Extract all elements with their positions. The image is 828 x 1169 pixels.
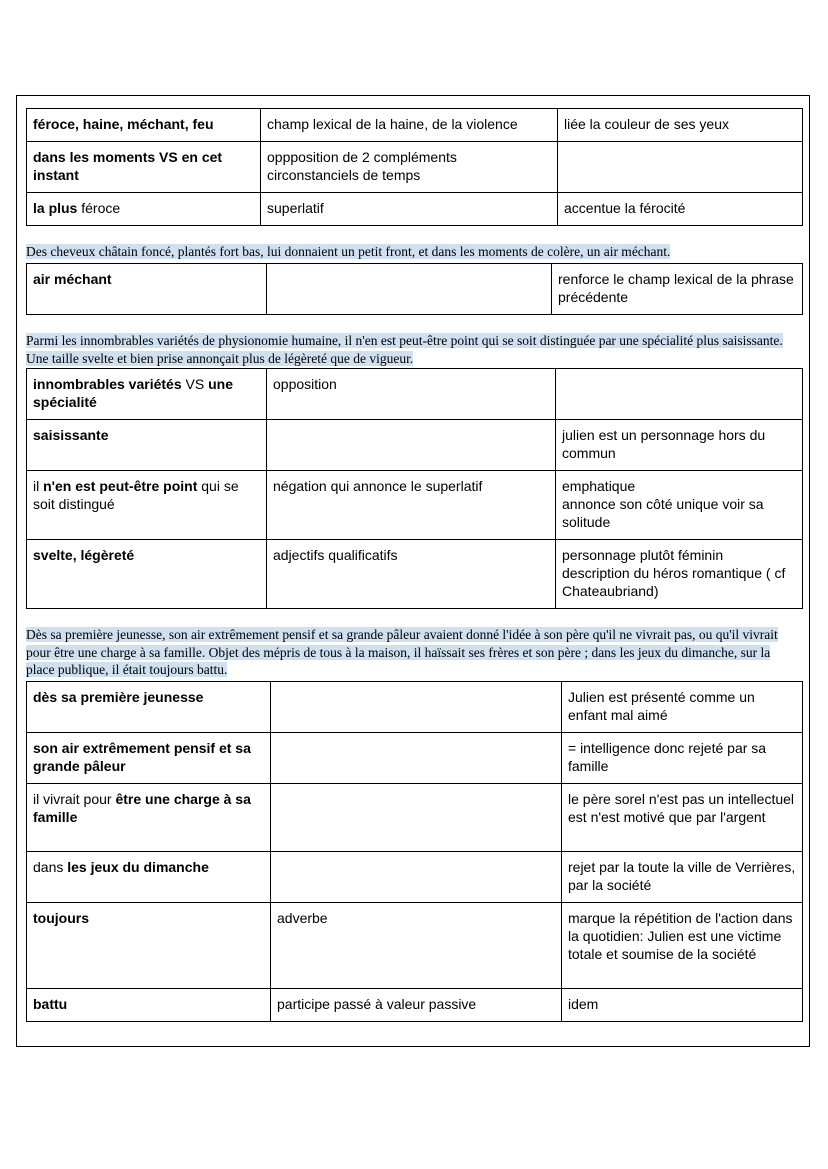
term-cell xyxy=(27,682,271,733)
bold-text-run: battu xyxy=(33,996,68,1012)
table-row xyxy=(27,471,803,540)
term-cell xyxy=(27,142,261,193)
bold-text-run: n'en est peut-être point xyxy=(43,478,198,494)
analysis-table-1 xyxy=(26,108,803,226)
procedure-cell: superlatif xyxy=(261,193,558,226)
bold-text-run: la plus xyxy=(33,200,82,216)
interpretation-cell: julien est un personnage hors du commun xyxy=(556,420,803,471)
procedure-cell xyxy=(271,784,562,852)
table-row xyxy=(27,903,803,989)
text-run: qui se soit distingué xyxy=(33,478,239,512)
bold-text-run: les jeux du dimanche xyxy=(67,859,209,875)
highlighted-text: Parmi les innombrables variétés de physionomie humaine, il n'en est peut-être point qui se soit distinguée par une spécialité plus saisissante. Une taille svelte et bien prise annonçait plus de légèreté que de vigueur. xyxy=(26,333,783,366)
table-row xyxy=(27,852,803,903)
procedure-cell: champ lexical de la haine, de la violence xyxy=(261,109,558,142)
bold-text-run: son air extrêmement pensif et sa grande pâleur xyxy=(33,740,251,774)
interpretation-cell: rejet par la toute la ville de Verrières, par la société xyxy=(562,852,803,903)
quote-paragraph-2 xyxy=(26,332,802,367)
text-run: il vivrait pour xyxy=(33,791,116,807)
table-row xyxy=(27,989,803,1022)
bold-text-run: une spécialité xyxy=(33,376,233,410)
procedure-cell: adjectifs qualificatifs xyxy=(267,540,556,609)
table-row xyxy=(27,193,803,226)
procedure-cell xyxy=(271,852,562,903)
procedure-cell: négation qui annonce le superlatif xyxy=(267,471,556,540)
term-cell xyxy=(27,471,267,540)
interpretation-cell: le père sorel n'est pas un intellectuel est n'est motivé que par l'argent xyxy=(562,784,803,852)
term-cell xyxy=(27,903,271,989)
bold-text-run: dès sa première jeunesse xyxy=(33,689,204,705)
table-row xyxy=(27,682,803,733)
text-run: il xyxy=(33,478,44,494)
term-cell xyxy=(27,420,267,471)
interpretation-cell: personnage plutôt féminin description du héros romantique ( cf Chateaubriand) xyxy=(556,540,803,609)
procedure-cell xyxy=(271,682,562,733)
highlighted-text: Dès sa première jeunesse, son air extrêmement pensif et sa grande pâleur avaient donné l'idée à son père qu'il ne vivrait pas, ou qu'il vivrait pour être une charge à sa famille. Objet des mépris de tous à la maison, il haïssait ses frères et son père ; dans les jeux du dimanche, sur la place publique, il était toujours battu. xyxy=(26,627,778,677)
bold-text-run: saisissante xyxy=(33,427,109,443)
quote-paragraph-1 xyxy=(26,243,802,261)
interpretation-cell: idem xyxy=(562,989,803,1022)
highlighted-text: Des cheveux châtain foncé, plantés fort bas, lui donnaient un petit front, et dans les moments de colère, un air méchant. xyxy=(26,244,671,259)
bold-text-run: être une charge à sa famille xyxy=(33,791,251,825)
procedure-cell xyxy=(267,264,552,315)
bold-text-run: toujours xyxy=(33,910,89,926)
table-row xyxy=(27,264,803,315)
interpretation-cell: renforce le champ lexical de la phrase précédente xyxy=(552,264,803,315)
quote-paragraph-3 xyxy=(26,626,802,679)
table-row xyxy=(27,142,803,193)
term-cell xyxy=(27,193,261,226)
bold-text-run: innombrables variétés xyxy=(33,376,186,392)
procedure-cell xyxy=(267,420,556,471)
procedure-cell: opposition xyxy=(267,369,556,420)
text-run: dans xyxy=(33,859,68,875)
table-row xyxy=(27,369,803,420)
term-cell xyxy=(27,264,267,315)
term-cell xyxy=(27,369,267,420)
text-run: VS xyxy=(185,376,209,392)
procedure-cell: participe passé à valeur passive xyxy=(271,989,562,1022)
term-cell xyxy=(27,989,271,1022)
table-row xyxy=(27,420,803,471)
interpretation-cell xyxy=(558,142,803,193)
analysis-table-3 xyxy=(26,368,803,609)
interpretation-cell: Julien est présenté comme un enfant mal aimé xyxy=(562,682,803,733)
procedure-cell: adverbe xyxy=(271,903,562,989)
interpretation-cell: emphatique annonce son côté unique voir sa solitude xyxy=(556,471,803,540)
term-cell xyxy=(27,733,271,784)
bold-text-run: air méchant xyxy=(33,271,112,287)
table-row xyxy=(27,109,803,142)
bold-text-run: dans les moments VS en cet instant xyxy=(33,149,223,183)
procedure-cell: oppposition de 2 compléments circonstanciels de temps xyxy=(261,142,558,193)
text-run: féroce xyxy=(81,200,121,216)
interpretation-cell: = intelligence donc rejeté par sa famille xyxy=(562,733,803,784)
table-row xyxy=(27,540,803,609)
interpretation-cell: marque la répétition de l'action dans la quotidien: Julien est une victime totale et soumise de la société xyxy=(562,903,803,989)
procedure-cell xyxy=(271,733,562,784)
term-cell xyxy=(27,540,267,609)
interpretation-cell xyxy=(556,369,803,420)
bold-text-run: féroce, haine, méchant, feu xyxy=(33,116,214,132)
interpretation-cell: accentue la férocité xyxy=(558,193,803,226)
bold-text-run: svelte, légèreté xyxy=(33,547,135,563)
table-row xyxy=(27,733,803,784)
analysis-table-4 xyxy=(26,681,803,1022)
term-cell xyxy=(27,852,271,903)
analysis-table-2 xyxy=(26,263,803,315)
term-cell xyxy=(27,109,261,142)
table-row xyxy=(27,784,803,852)
term-cell xyxy=(27,784,271,852)
interpretation-cell: liée la couleur de ses yeux xyxy=(558,109,803,142)
